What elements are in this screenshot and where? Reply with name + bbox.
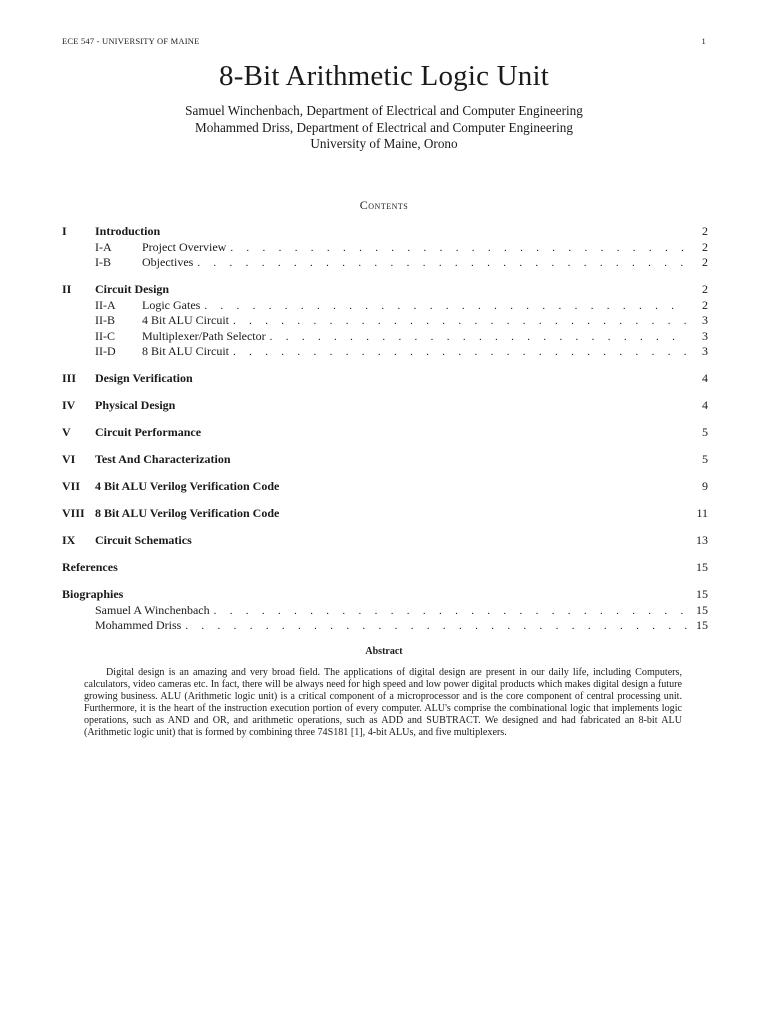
toc-section-number: IV bbox=[62, 398, 76, 412]
toc-page-number: 15 bbox=[696, 560, 708, 574]
toc-page-number: 15 bbox=[696, 602, 708, 617]
toc-page-number: 5 bbox=[702, 452, 708, 466]
toc-section-number: VI bbox=[62, 452, 76, 466]
toc-section bbox=[62, 425, 708, 441]
toc-subentry[interactable] bbox=[62, 240, 708, 256]
abstract-text: Digital design is an amazing and very broad field. The applications of digital design are present in our daily life, including Computers, calculators, video cameras etc. In fact, there will be always need for high speed and low power digital products which makes digital design a future growing business. ALU (Arithmetic logic unit) is a critical component of a microprocessor and is the core component of central processing unit. Furthermore, it is the heart of the instruction execution portion of every computer. ALU's comprise the combinational logic that implements logic operations, such as AND and OR, and arithmetic operations, such as ADD and SUBTRACT. We designed and had fabricated an 8-bit ALU (Arithmetic logic unit) that is formed by combining three 74S181 [1], 4-bit ALUs, and five multiplexers. bbox=[84, 667, 682, 739]
toc-subsection-title: Objectives bbox=[142, 255, 194, 269]
toc-section-number: V bbox=[62, 425, 71, 439]
dot-leader bbox=[185, 619, 688, 635]
toc-page-number: 15 bbox=[696, 618, 708, 632]
toc-subsection-title: Mohammed Driss bbox=[95, 618, 182, 632]
toc-page-number: 3 bbox=[702, 313, 708, 327]
toc-section bbox=[62, 533, 708, 549]
dot-leader bbox=[214, 604, 688, 620]
abstract-heading: Abstract bbox=[365, 646, 403, 657]
toc-subsection-number: II-C bbox=[95, 328, 115, 343]
toc-entry[interactable] bbox=[62, 452, 708, 468]
toc-subsection-title: 4 Bit ALU Circuit bbox=[142, 313, 229, 327]
toc-section-number: II bbox=[62, 282, 72, 296]
toc-subentry[interactable] bbox=[62, 344, 708, 360]
toc-subentry[interactable] bbox=[62, 329, 708, 345]
toc-page-number: 11 bbox=[696, 506, 708, 520]
toc-section-title: Introduction bbox=[95, 224, 161, 238]
toc-subsection-number: II-B bbox=[95, 313, 115, 327]
dot-leader bbox=[233, 314, 688, 330]
dot-leader bbox=[270, 330, 688, 346]
dot-leader bbox=[230, 241, 688, 257]
toc-page-number: 9 bbox=[702, 479, 708, 493]
toc-page-number: 2 bbox=[702, 282, 708, 296]
toc-subsection-title: Samuel A Winchenbach bbox=[95, 602, 210, 617]
toc-subsection-number: II-A bbox=[95, 297, 116, 312]
author-line: Mohammed Driss, Department of Electrical and Computer Engineering bbox=[195, 119, 573, 135]
table-of-contents bbox=[62, 224, 708, 645]
toc-section bbox=[62, 224, 708, 271]
toc-section-title: Circuit Performance bbox=[95, 425, 202, 439]
toc-entry[interactable] bbox=[62, 587, 708, 603]
toc-subentry[interactable] bbox=[62, 255, 708, 271]
toc-page-number: 2 bbox=[702, 255, 708, 269]
toc-section-title: Design Verification bbox=[95, 371, 193, 385]
toc-entry[interactable] bbox=[62, 506, 708, 522]
toc-section-title: Circuit Design bbox=[95, 282, 170, 296]
paper-title: 8-Bit Arithmetic Logic Unit bbox=[219, 60, 549, 92]
toc-section-title: 8 Bit ALU Verilog Verification Code bbox=[95, 506, 280, 520]
toc-section-number: VII bbox=[62, 479, 81, 493]
toc-entry[interactable] bbox=[62, 533, 708, 549]
toc-subsection-title: Multiplexer/Path Selector bbox=[142, 328, 266, 343]
toc-subsection-number: I-B bbox=[95, 255, 111, 269]
toc-section-title: References bbox=[62, 560, 118, 574]
toc-page-number: 15 bbox=[696, 587, 708, 601]
running-head bbox=[62, 36, 706, 46]
toc-section-title: 4 Bit ALU Verilog Verification Code bbox=[95, 479, 280, 493]
toc-section-number: III bbox=[62, 371, 77, 385]
toc-section-number: IX bbox=[62, 533, 76, 547]
toc-entry[interactable] bbox=[62, 282, 708, 298]
toc-entry[interactable] bbox=[62, 371, 708, 387]
toc-entry[interactable] bbox=[62, 398, 708, 414]
toc-section-number: VIII bbox=[62, 506, 85, 520]
toc-page-number: 5 bbox=[702, 425, 708, 439]
dot-leader bbox=[197, 256, 688, 272]
toc-section-title: Circuit Schematics bbox=[95, 533, 192, 547]
toc-section bbox=[62, 398, 708, 414]
toc-section bbox=[62, 479, 708, 495]
toc-page-number: 4 bbox=[702, 398, 708, 412]
toc-page-number: 2 bbox=[702, 239, 708, 254]
toc-subsection-number: I-A bbox=[95, 239, 112, 254]
contents-heading: Contents bbox=[359, 198, 409, 212]
toc-section bbox=[62, 282, 708, 360]
author-line: Samuel Winchenbach, Department of Electrical and Computer Engineering bbox=[185, 103, 583, 118]
toc-section bbox=[62, 560, 708, 576]
toc-section-number: I bbox=[62, 224, 67, 238]
toc-section bbox=[62, 506, 708, 522]
toc-page-number: 2 bbox=[702, 224, 708, 238]
toc-entry[interactable] bbox=[62, 479, 708, 495]
page-number: 1 bbox=[701, 36, 706, 46]
toc-subentry[interactable] bbox=[62, 313, 708, 329]
toc-page-number: 4 bbox=[702, 371, 708, 385]
toc-entry[interactable] bbox=[62, 425, 708, 441]
dot-leader bbox=[204, 299, 688, 315]
toc-section-title: Biographies bbox=[62, 587, 124, 601]
toc-entry[interactable] bbox=[62, 224, 708, 240]
toc-subentry[interactable] bbox=[62, 298, 708, 314]
toc-section-title: Test And Characterization bbox=[95, 452, 231, 466]
toc-subsection-title: Logic Gates bbox=[142, 297, 201, 312]
author-block bbox=[0, 103, 768, 153]
toc-subentry[interactable] bbox=[62, 618, 708, 634]
toc-page-number: 3 bbox=[702, 328, 708, 343]
toc-page-number: 3 bbox=[702, 344, 708, 358]
toc-subsection-number: II-D bbox=[95, 344, 116, 358]
toc-section bbox=[62, 587, 708, 634]
affiliation-line: University of Maine, Orono bbox=[310, 136, 458, 151]
toc-subsection-title: Project Overview bbox=[142, 239, 227, 254]
toc-page-number: 2 bbox=[702, 297, 708, 312]
toc-subsection-title: 8 Bit ALU Circuit bbox=[142, 344, 229, 358]
toc-page-number: 13 bbox=[696, 533, 708, 547]
toc-entry[interactable] bbox=[62, 560, 708, 576]
toc-section-title: Physical Design bbox=[95, 398, 176, 412]
toc-subentry[interactable] bbox=[62, 603, 708, 619]
toc-section bbox=[62, 371, 708, 387]
dot-leader bbox=[233, 345, 688, 361]
toc-section bbox=[62, 452, 708, 468]
running-head-left: ECE 547 - UNIVERSITY OF MAINE bbox=[62, 36, 200, 46]
